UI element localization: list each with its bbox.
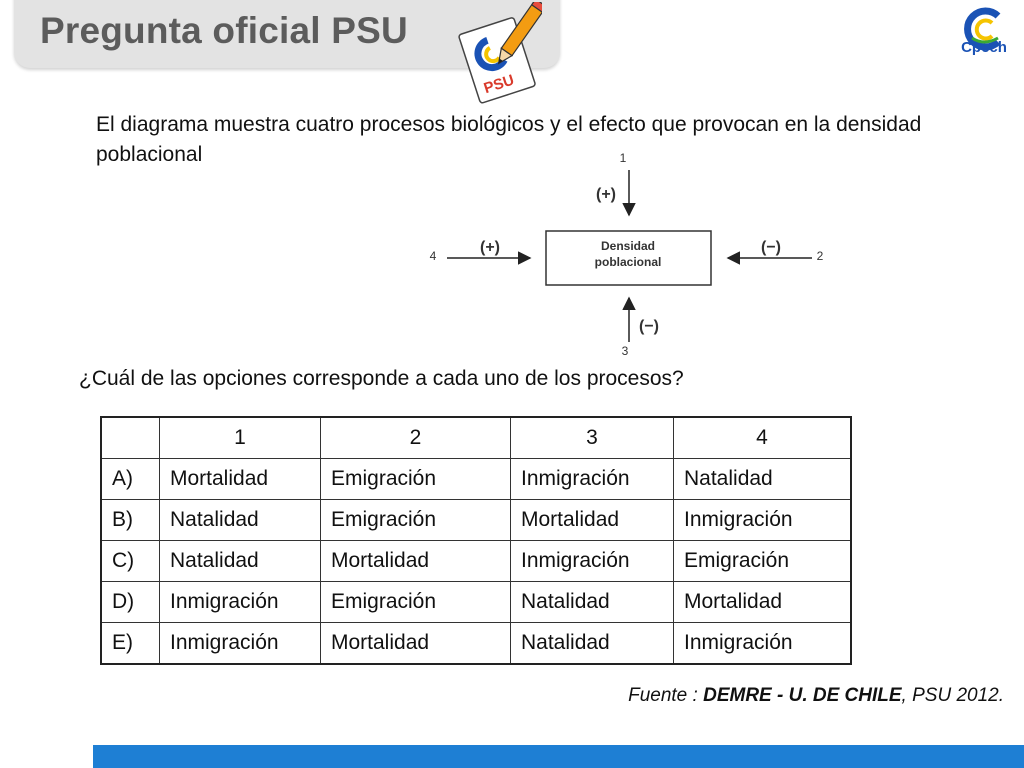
option-letter: B) <box>101 500 160 541</box>
header-cell-3: 3 <box>511 417 674 459</box>
header-cell-1: 1 <box>160 417 321 459</box>
option-letter: C) <box>101 541 160 582</box>
process-1-effect: (+) <box>596 186 616 203</box>
option-letter: A) <box>101 459 160 500</box>
process-2-number: 2 <box>816 249 824 263</box>
table-cell: Mortalidad <box>321 623 511 665</box>
option-letter: E) <box>101 623 160 665</box>
page-title: Pregunta oficial PSU <box>40 10 408 51</box>
density-label-line1: Densidad <box>600 239 656 253</box>
table-cell: Emigración <box>321 582 511 623</box>
table-cell: Emigración <box>674 541 852 582</box>
table-cell: Natalidad <box>674 459 852 500</box>
table-cell: Mortalidad <box>321 541 511 582</box>
psu-pencil-icon <box>458 2 542 106</box>
table-cell: Mortalidad <box>511 500 674 541</box>
source-suffix: , PSU 2012. <box>901 685 1004 706</box>
table-cell: Mortalidad <box>674 582 852 623</box>
header-cell-2: 2 <box>321 417 511 459</box>
table-cell: Inmigración <box>160 582 321 623</box>
table-cell: Inmigración <box>674 623 852 665</box>
intro-text: El diagrama muestra cuatro procesos biológicos y el efecto que provocan en la densidad poblacional <box>96 113 922 166</box>
source-prefix: Fuente : <box>628 685 704 706</box>
question-text: ¿Cuál de las opciones corresponde a cada uno de los procesos? <box>79 367 684 390</box>
table-cell: Inmigración <box>674 500 852 541</box>
process-2-effect: (−) <box>761 239 781 256</box>
table-row <box>101 459 851 500</box>
table-cell: Inmigración <box>511 459 674 500</box>
header-cell-4: 4 <box>674 417 852 459</box>
header-cell-blank <box>101 417 160 459</box>
process-3-effect: (−) <box>639 318 659 335</box>
table-cell: Natalidad <box>160 500 321 541</box>
options-table <box>100 416 852 665</box>
table-row <box>101 541 851 582</box>
process-3-number: 3 <box>621 344 629 358</box>
table-cell: Mortalidad <box>160 459 321 500</box>
source-org: DEMRE - U. DE CHILE <box>703 685 902 706</box>
process-4-effect: (+) <box>480 239 500 256</box>
population-diagram <box>420 148 840 360</box>
table-cell: Emigración <box>321 500 511 541</box>
badge-label: PSU <box>481 71 517 98</box>
table-cell: Natalidad <box>511 582 674 623</box>
table-row <box>101 500 851 541</box>
table-header-row <box>101 417 851 459</box>
density-label-line2: poblacional <box>594 255 662 269</box>
table-row <box>101 582 851 623</box>
table-cell: Emigración <box>321 459 511 500</box>
logo-text: Cpech <box>961 39 1007 56</box>
table-cell: Natalidad <box>511 623 674 665</box>
source-citation <box>628 685 1004 707</box>
table-cell: Natalidad <box>160 541 321 582</box>
process-4-number: 4 <box>429 249 437 263</box>
table-cell: Inmigración <box>511 541 674 582</box>
table-row <box>101 623 851 665</box>
process-1-number: 1 <box>619 151 627 165</box>
cpech-logo-icon <box>954 6 1014 66</box>
footer-bar <box>93 745 1024 768</box>
option-letter: D) <box>101 582 160 623</box>
table-cell: Inmigración <box>160 623 321 665</box>
